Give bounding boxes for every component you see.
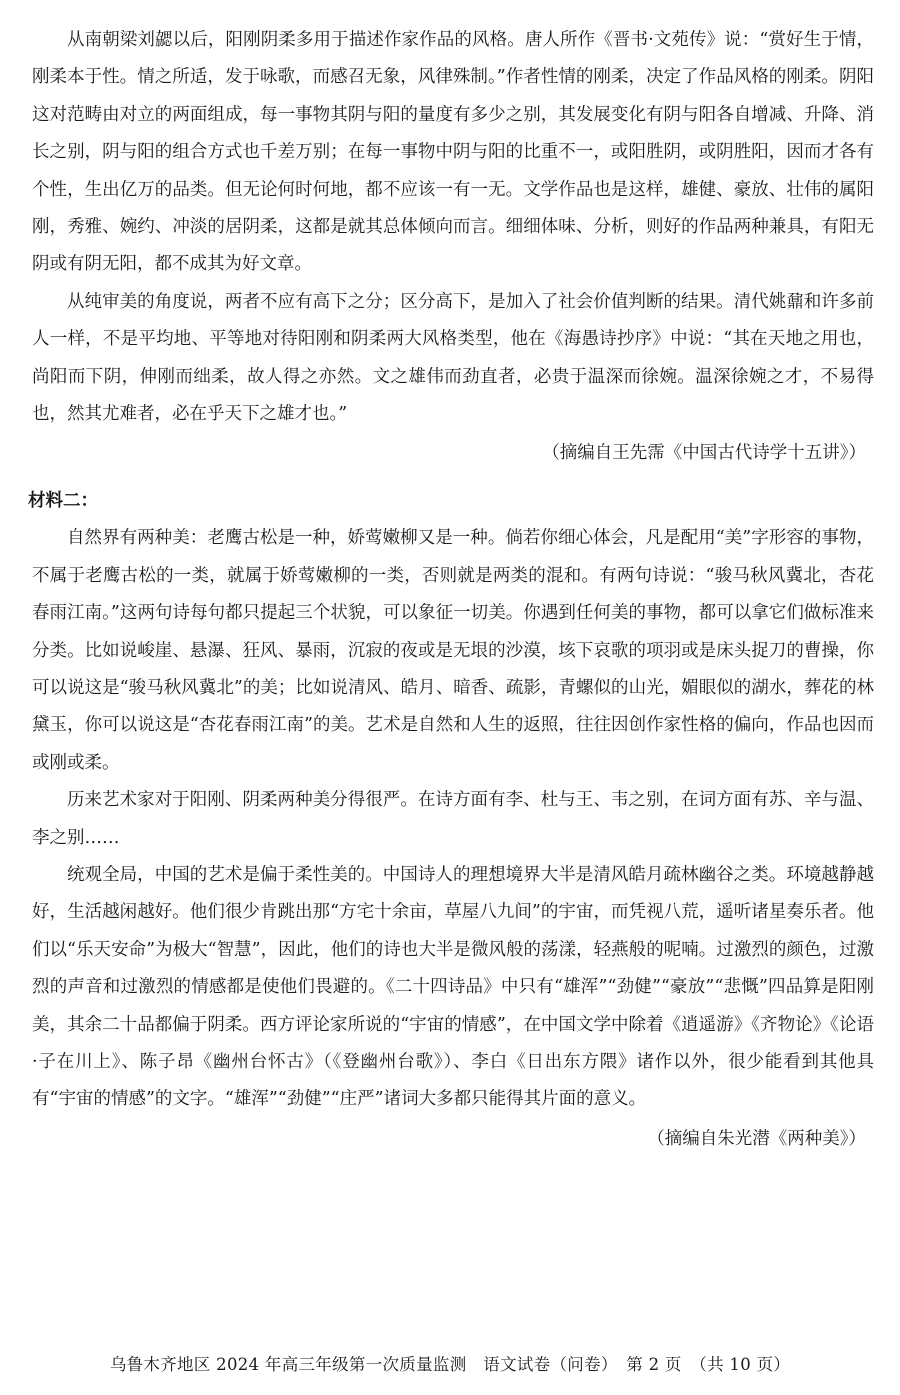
- material2-heading: 材料二：: [28, 490, 98, 511]
- page-footer: 乌鲁木齐地区 2024 年高三年级第一次质量监测 语文试卷（问卷） 第 2 页 （共 10 页）: [109, 1355, 791, 1374]
- material2-paragraph-3: 统观全局，中国的艺术是偏于柔性美的。中国诗人的理想境界大半是清风皓月疏林幽谷之类。环境越静越好，生活越闲越好。他们很少肯跳出那“方宅十余亩，草屋八九间”的宇宙，而凭视八荒，遥听诸星奏乐者。他们以“乐天安命”为极大“智慧”，因此，他们的诗也大半是微风般的荡漾，轻燕般的呢喃。过激烈的颜色，过激烈的声音和过激烈的情感都是使他们畏避的。《二十四诗品》中只有“雄浑”“劲健”“豪放”“悲慨”四品算是阳刚美，其余二十品都偏于阴柔。西方评论家所说的“宇宙的情感”，在中国文学中除着《逍遥游》《齐物论》《论语·子在川上》、陈子昂《幽州台怀古》（《登幽州台歌》）、李白《日出东方隈》诸作以外，很少能看到其他具有“宇宙的情感”的文字。“雄浑”“劲健”“庄严”诸词大多都只能得其片面的意义。: [32, 864, 874, 1110]
- material1-paragraph-2: 从纯审美的角度说，两者不应有高下之分；区分高下，是加入了社会价值判断的结果。清代姚鼐和许多前人一样，不是平均地、平等地对待阳刚和阴柔两大风格类型，他在《海愚诗抄序》中说：“其在天地之用也，尚阳而下阴，伸刚而绌柔，故人得之亦然。文之雄伟而劲直者，必贵于温深而徐婉。温深徐婉之才，不易得也，然其尤难者，必在乎天下之雄才也。”: [32, 291, 874, 425]
- material2-source: （摘编自朱光潜《两种美》）: [647, 1128, 866, 1149]
- material2-paragraph-1: 自然界有两种美：老鹰古松是一种，娇莺嫩柳又是一种。倘若你细心体会，凡是配用“美”字形容的事物，不属于老鹰古松的一类，就属于娇莺嫩柳的一类，否则就是两类的混和。有两句诗说：“骏马秋风冀北，杏花春雨江南。”这两句诗每句都只提起三个状貌，可以象征一切美。你遇到任何美的事物，都可以拿它们做标准来分类。比如说峻崖、悬瀑、狂风、暴雨，沉寂的夜或是无垠的沙漠，垓下哀歌的项羽或是床头捉刀的曹操，你可以说这是“骏马秋风冀北”的美；比如说清风、皓月、暗香、疏影，青螺似的山光，媚眼似的湖水，葬花的林黛玉，你可以说这是“杏花春雨江南”的美。艺术是自然和人生的返照，往往因创作家性格的偏向，作品也因而或刚或柔。: [32, 528, 874, 773]
- material1-paragraph-1: 从南朝梁刘勰以后，阳刚阴柔多用于描述作家作品的风格。唐人所作《晋书·文苑传》说：“赏好生于情，刚柔本于性。情之所适，发于咏歌，而感召无象，风律殊制。”作者性情的刚柔，决定了作品风格的刚柔。阴阳这对范畴由对立的两面组成，每一事物其阴与阳的量度有多少之别，其发展变化有阴与阳各自增减、升降、消长之别，阴与阳的组合方式也千差万别；在每一事物中阴与阳的比重不一，或阳胜阴，或阴胜阳，因而才各有个性，生出亿万的品类。但无论何时何地，都不应该一有一无。文学作品也是这样，雄健、豪放、壮伟的属阳刚，秀雅、婉约、冲淡的居阴柔，这都是就其总体倾向而言。细细体味、分析，则好的作品两种兼具，有阳无阴或有阴无阳，都不成其为好文章。: [32, 30, 874, 275]
- material2-paragraph-2: 历来艺术家对于阳刚、阴柔两种美分得很严。在诗方面有李、杜与王、韦之别，在词方面有苏、辛与温、李之别……: [32, 790, 874, 848]
- material1-source: （摘编自王先霈《中国古代诗学十五讲》）: [542, 443, 866, 464]
